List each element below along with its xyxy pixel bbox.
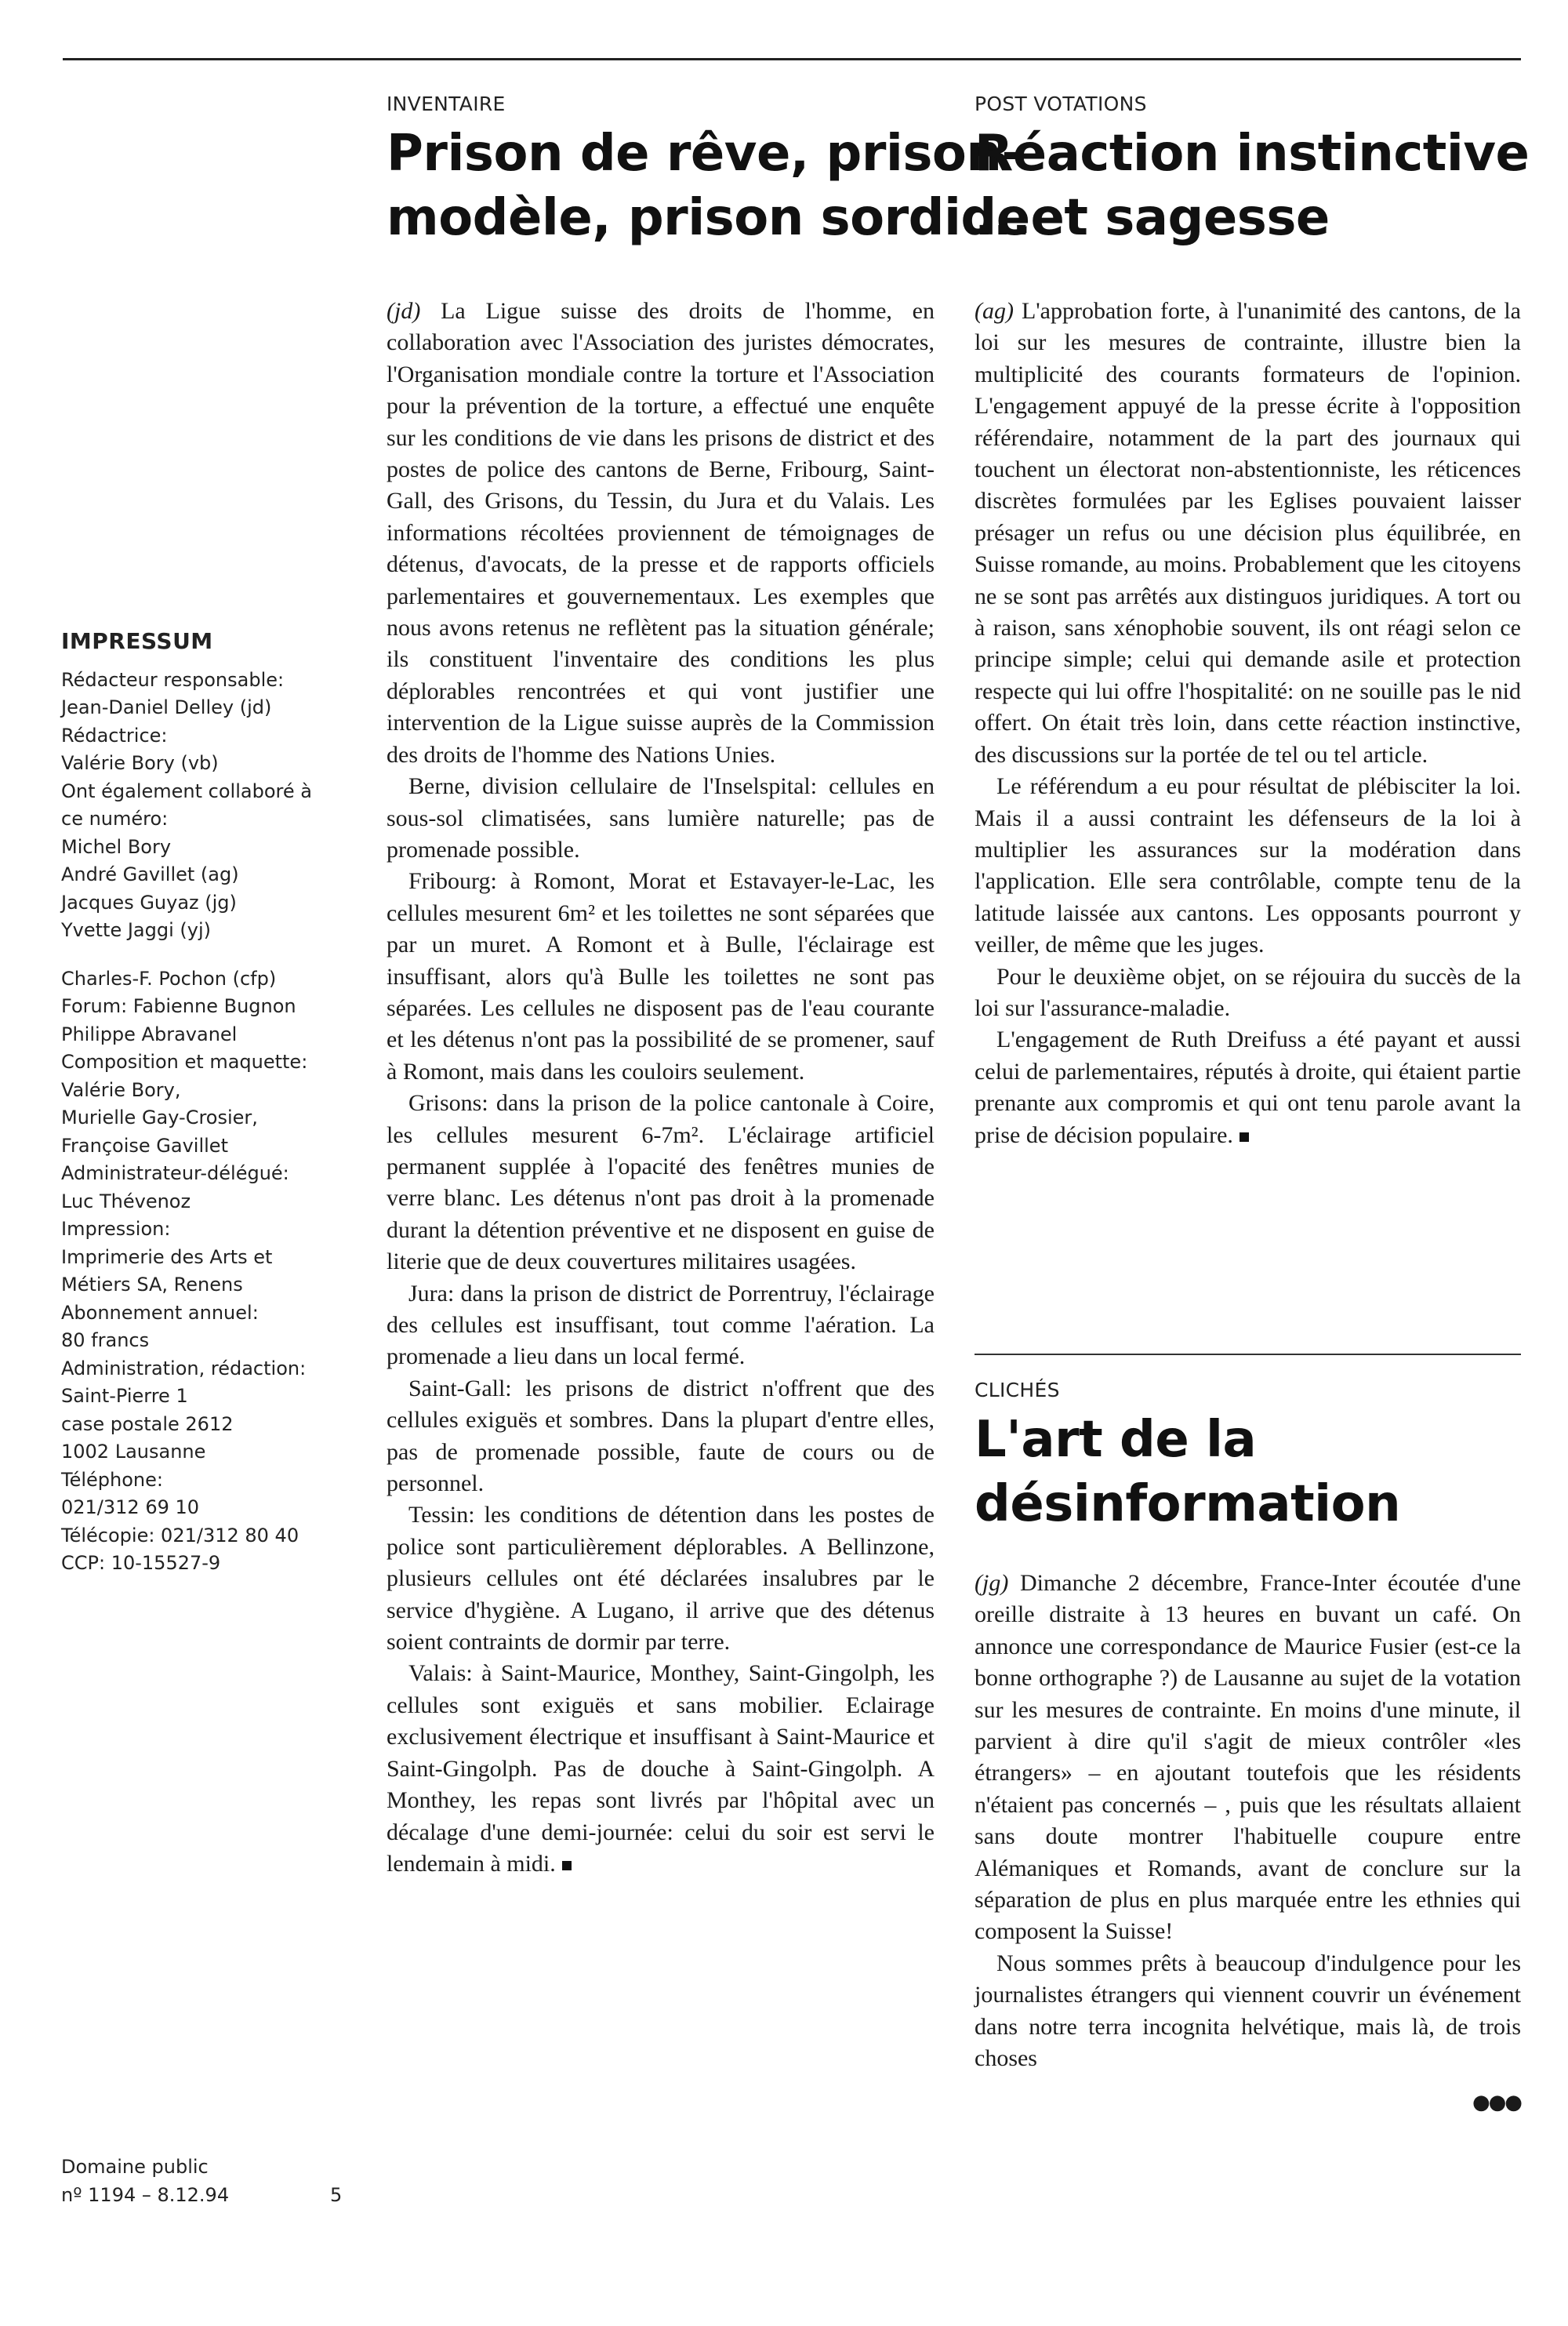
article-headline (387, 122, 1030, 250)
section-divider (975, 1354, 1521, 1355)
headline-line: modèle, prison sordide (387, 189, 1030, 247)
page-number: 5 (330, 2184, 343, 2206)
publication-name: Domaine public (61, 2156, 209, 2178)
impressum-line: Rédacteur responsable: (61, 668, 285, 691)
impressum-title: IMPRESSUM (61, 628, 213, 654)
impressum-spacer (61, 945, 359, 965)
impressum-line: Administration, rédaction: (61, 1357, 307, 1379)
headline-line: L'art de la (975, 1411, 1257, 1469)
article-paragraph (387, 296, 935, 771)
impressum-line: Composition et maquette: (61, 1051, 308, 1073)
impressum-line: Luc Thévenoz (61, 1190, 191, 1212)
article-cliches (975, 1379, 1521, 2114)
article-body (975, 296, 1521, 1151)
impressum (61, 627, 359, 1578)
article-paragraph (387, 1658, 935, 1880)
article-paragraph: Berne, division cellulaire de l'Inselspital: cellules en sous-sol climatisées, sans lumière naturelle; pas de promenade possible. (387, 773, 935, 863)
page-footer (61, 2153, 359, 2209)
article-paragraph (975, 296, 1521, 771)
article-paragraph (975, 1024, 1521, 1151)
impressum-line: Yvette Jaggi (yj) (61, 919, 211, 941)
paragraph-text: L'engagement de Ruth Dreifuss a été payant et aussi celui de parlementaires, réputés à droite, qui étaient partie prenante aux compromis et qui ont tenu parole avant la prise de décision populaire. (975, 1027, 1521, 1148)
article-paragraph (975, 1568, 1521, 1948)
article-paragraph: Fribourg: à Romont, Morat et Estavayer-le-Lac, les cellules mesurent 6m² et les toilettes ne sont séparées que par un muret. A Romont et à Bulle, l'éclairage est insuffisant, alors qu'à Bulle les toilettes ne sont pas séparées. Les cellules ne disposent pas de l'eau courante et les détenus n'ont pas la possibilité de se promener, sauf à Romont, mais dans les couloirs seulement. (387, 868, 935, 1085)
impressum-line: case postale 2612 (61, 1412, 234, 1435)
impressum-line: Abonnement annuel: (61, 1301, 259, 1324)
impressum-line: Métiers SA, Renens (61, 1274, 243, 1296)
impressum-line: Saint-Pierre 1 (61, 1385, 188, 1407)
article-paragraph: Saint-Gall: les prisons de district n'offrent que des cellules exiguës et sombres. Dans la plupart d'entre elles, pas de promenade possible, faute de cours ou de personnel. (387, 1375, 935, 1497)
impressum-line: 021/312 69 10 (61, 1496, 200, 1518)
impressum-line: ce numéro: (61, 808, 169, 830)
author-initials: (jg) (975, 1570, 1009, 1596)
impressum-line: 80 francs (61, 1329, 150, 1351)
article-paragraph: Le référendum a eu pour résultat de plébisciter la loi. Mais il a aussi contraint les défenseurs de la loi à multiplier les assurances sur la modération dans l'application. Elle sera contrôlable, compte tenu de la latitude laissée aux cantons. Les opposants pourront y veiller, de même que les juges. (975, 773, 1521, 958)
issue-number: nº 1194 – 8.12.94 (61, 2184, 230, 2206)
impressum-line: Forum: Fabienne Bugnon (61, 995, 296, 1017)
impressum-line: CCP: 10-15527-9 (61, 1552, 221, 1574)
paragraph-text: Valais: à Saint-Maurice, Monthey, Saint-Gingolph, les cellules sont exiguës et sans mobilier. Eclairage exclusivement électrique et insuffisant à Saint-Maurice et Saint-Gingolph. Pas de douche à Saint-Gingolph. A Monthey, les repas sont livrés par l'hôpital avec un décalage d'une demi-journée: celui du soir est servi le lendemain à midi. (387, 1660, 935, 1877)
headline-line: ...et sagesse (975, 189, 1330, 247)
article-paragraph: Tessin: les conditions de détention dans les postes de police sont particulièrement déplorables. A Bellinzone, plusieurs cellules ont été déclarées insalubres par le service d'hygiène. A Lugano, il arrive que des détenus soient contraints de dormir par terre. (387, 1502, 935, 1655)
impressum-line: Télécopie: 021/312 80 40 (61, 1524, 299, 1546)
end-mark-icon (562, 1861, 572, 1870)
article-kicker: INVENTAIRE (387, 93, 506, 115)
impressum-line: Administrateur-délégué: (61, 1162, 289, 1184)
article-body (975, 1568, 1521, 2075)
article-headline (975, 122, 1530, 250)
author-initials: (jd) (387, 298, 421, 324)
impressum-line: Murielle Gay-Crosier, (61, 1107, 258, 1128)
paragraph-text: La Ligue suisse des droits de l'homme, en collaboration avec l'Association des juristes démocrates, l'Organisation mondiale contre la torture et l'Association pour la prévention de la torture, a effectué une enquête sur les conditions de vie dans les prisons de district et des postes de police des cantons de Berne, Fribourg, Saint-Gall, des Grisons, du Tessin, du Jura et du Valais. Les informations récoltées proviennent de témoignages de détenus, d'avocats, de la presse et de rapports officiels parlementaires et gouvernementaux. Les exemples que nous avons retenus ne reflètent pas la situation générale; ils constituent l'inventaire des conditions les plus déplorables rencontrées et qui vont justifier une intervention de la Ligue suisse auprès de la Commission des droits de l'homme des Nations Unies. (387, 298, 935, 768)
article-body (387, 296, 935, 1880)
impressum-line: Ont également collaboré à (61, 780, 312, 802)
impressum-line: Charles-F. Pochon (cfp) (61, 967, 277, 990)
continued-dots-icon: ●●● (1472, 2090, 1521, 2114)
headline-line: désinformation (975, 1475, 1401, 1533)
impressum-staff-list (61, 667, 359, 945)
article-kicker: POST VOTATIONS (975, 93, 1147, 115)
article-paragraph: Jura: dans la prison de district de Porrentruy, l'éclairage des cellules est insuffisant, tout comme l'aération. La promenade a lieu dans un local fermé. (387, 1280, 935, 1370)
author-initials: (ag) (975, 298, 1014, 324)
article-paragraph: Nous sommes prêts à beaucoup d'indulgence pour les journalistes étrangers qui viennent couvrir un événement dans notre terra incognita helvétique, mais là, de trois choses (975, 1950, 1521, 2072)
impressum-line: Michel Bory (61, 835, 172, 858)
headline-line: Réaction instinctive (975, 125, 1530, 183)
impressum-line: Jean-Daniel Delley (jd) (61, 696, 272, 718)
impressum-line: André Gavillet (ag) (61, 863, 239, 885)
headline-line: Prison de rêve, prison- (387, 125, 1022, 183)
end-mark-icon (1240, 1132, 1249, 1142)
impressum-line: Téléphone: (61, 1468, 163, 1491)
article-post-votations (975, 93, 1530, 1151)
article-headline (975, 1408, 1521, 1536)
impressum-line: Jacques Guyaz (jg) (61, 891, 237, 914)
article-paragraph: Pour le deuxième objet, on se réjouira du succès de la loi sur l'assurance-maladie. (975, 963, 1521, 1021)
impressum-line: Philippe Abravanel (61, 1023, 238, 1045)
paragraph-text: Dimanche 2 décembre, France-Inter écoutée d'une oreille distraite à 13 heures en buvant un café. On annonce une correspondance de Maurice Fusier (est-ce la bonne orthographe ?) de Lausanne au sujet de la votation sur les mesures de contrainte. En moins d'une minute, il parvient à dire qu'il s'agit de mieux contrôler «les étrangers» – en ajoutant toutefois que les résidents n'étaient pas concernés – , puis que les résultats allaient sans doute montrer l'habituelle coupure entre Alémaniques et Romands, avant de conclure sur la séparation de plus en plus marquée entre les ethnies qui composent la Suisse! (975, 1570, 1521, 1945)
impressum-line: 1002 Lausanne (61, 1441, 206, 1463)
impressum-line: Rédactrice: (61, 724, 168, 747)
impressum-line: Impression: (61, 1218, 171, 1240)
impressum-line: Valérie Bory (vb) (61, 752, 219, 774)
impressum-line: Imprimerie des Arts et (61, 1245, 273, 1268)
top-rule (63, 58, 1521, 60)
impressum-production-list (61, 965, 359, 1578)
impressum-line: Valérie Bory, (61, 1078, 181, 1101)
impressum-line: Françoise Gavillet (61, 1134, 228, 1157)
article-kicker: CLICHÉS (975, 1379, 1060, 1401)
article-paragraph: Grisons: dans la prison de la police cantonale à Coire, les cellules mesurent 6-7m². L'éclairage artificiel permanent supplée à l'opacité des fenêtres munies de verre blanc. Les détenus n'ont pas droit à la promenade durant la détention préventive et ne disposent en guise de literie que de deux couvertures militaires usagées. (387, 1090, 935, 1275)
paragraph-text: L'approbation forte, à l'unanimité des cantons, de la loi sur les mesures de contrainte, illustre bien la multiplicité des courants formateurs de l'opinion. L'engagement appuyé de la presse écrite à l'opposition référendaire, notamment de la part des journaux qui touchent un électorat non-abstentionniste, les réticences discrètes formulées par les Eglises pouvaient laisser présager un refus ou une décision plus équilibrée, en Suisse romande, au moins. Probablement que les citoyens ne se sont pas arrêtés aux distinguos juridiques. A tort ou à raison, sans xénophobie souvent, ils ont réagi selon ce principe simple; celui qui demande asile et protection respecte qui lui offre l'hospitalité: on ne souille pas le nid offert. On était très loin, dans cette réaction instinctive, des discussions sur la portée de tel ou tel article. (975, 298, 1521, 768)
